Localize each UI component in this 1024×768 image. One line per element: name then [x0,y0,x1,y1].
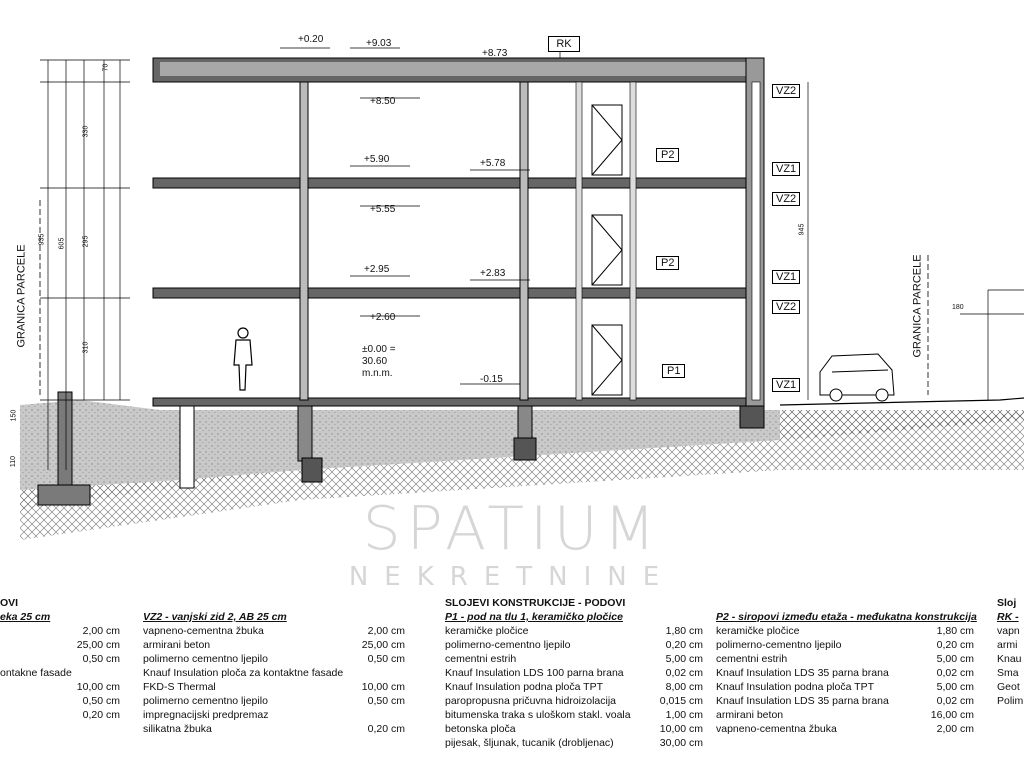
table-p1-rows [445,624,703,750]
table-p2-title: P2 - siropovi između etaža - međukatna konstrukcija [716,611,977,623]
table-p1 [445,596,703,750]
table-row [0,638,120,652]
table-row [716,638,974,652]
layer-thickness: 2,00 cm [936,723,974,735]
dim-right-total: 945 [798,223,806,236]
table-row [0,624,120,638]
layer-thickness: 10,00 cm [361,681,405,693]
layer-thickness: 5,00 cm [936,681,974,693]
table-row [0,680,120,694]
level-roof-top: +9.03 [366,38,392,49]
layer-name: pijesak, šljunak, tucanik (drobljenac) [445,737,614,749]
layer-name: bitumenska traka s uloškom stakl. voala [445,709,631,721]
layer-name: polimerno cementno ljepilo [143,695,268,707]
table-row [716,666,974,680]
table-row [0,694,120,708]
dim-left-roof: 70 [102,63,110,72]
layer-name [0,680,77,694]
layer-name: Polim [997,695,1024,707]
dim-left-sub: 605 [58,237,66,250]
layer-name: betonska ploča [445,723,516,735]
layer-name: keramičke pločice [716,625,800,637]
layer-name: keramičke pločice [445,625,529,637]
table-right-section-title: Sloj [997,597,1017,609]
dim-left-total: 935 [38,233,46,246]
level-floor3-left: +5.90 [364,154,390,165]
table-row [445,638,703,652]
car-figure [820,354,894,401]
layer-name: Sma [997,667,1019,679]
layer-name [0,652,83,666]
tag-p2-lower: P2 [656,256,679,270]
layer-name [0,694,83,708]
level-ceiling3: +8.50 [370,96,396,107]
layer-name: Knauf Insulation LDS 100 parna brana [445,667,624,679]
rk-tag: RK [548,36,580,52]
layer-name: armi [997,639,1018,651]
level-floor2-right: +2.83 [480,268,506,279]
level-zero-line2: 30.60 [362,356,388,367]
level-zero-line3: m.n.m. [362,368,393,379]
layer-thickness: 0,015 cm [659,695,703,707]
layer-thickness: 10,00 cm [76,681,120,693]
layer-thickness: 30,00 cm [659,737,703,749]
layer-thickness: 0,20 cm [665,639,703,651]
layer-name: ontakne fasade [0,667,72,679]
level-roof-outer: +0.20 [298,34,324,45]
level-zero-line1: ±0.00 = [362,344,396,355]
layer-thickness: 25,00 cm [76,639,120,651]
tag-vz2-low: VZ2 [772,300,800,314]
parcel-label-left: GRANICA PARCELE [15,244,28,348]
level-ceiling2: +5.55 [370,204,396,215]
watermark-brand: SPATIUM [362,494,662,564]
table-vz2 [143,610,405,736]
level-ceiling1: +2.60 [370,312,396,323]
table-row [716,722,974,736]
layer-name: Knauf Insulation LDS 35 parna brana [716,667,889,679]
layer-name: cementni estrih [716,653,788,665]
dim-left-floor2: 295 [82,235,90,248]
watermark-sub: NEKRETNINE [348,562,676,592]
tag-vz1-low: VZ1 [772,270,800,284]
layer-thickness: 16,00 cm [930,709,974,721]
layer-name [0,708,83,722]
table-row [445,708,703,722]
layer-thickness: 0,50 cm [82,695,120,707]
table-p2-rows [716,624,974,736]
layer-name: Knauf Insulation ploča za kontaktne fasade [143,667,344,679]
layer-thickness: 1,80 cm [936,625,974,637]
stair-doors [592,105,622,395]
dim-left-floor3: 330 [82,125,90,138]
dim-left-base: 150 [10,409,18,422]
layer-name [0,638,77,652]
layer-thickness: 8,00 cm [665,681,703,693]
level-floor2-left: +2.95 [364,264,390,275]
table-row [143,624,405,638]
layer-thickness: 0,02 cm [936,695,974,707]
table-row [716,708,974,722]
tag-vz1-mid: VZ1 [772,162,800,176]
layer-name [0,624,83,638]
layer-name: impregnacijski predpremaz [143,709,269,721]
table-p2 [716,610,977,736]
table-row [445,652,703,666]
layer-thickness: 2,00 cm [367,625,405,637]
tag-vz1-bottom: VZ1 [772,378,800,392]
table-vz2-rows [143,624,405,736]
tag-p1: P1 [662,364,685,378]
table-row [716,694,974,708]
tag-p2-upper: P2 [656,148,679,162]
layer-name: polimerno-cementno ljepilo [716,639,842,651]
table-row [0,652,120,666]
layer-name: polimerno-cementno ljepilo [445,639,571,651]
table-left-rows [0,624,120,722]
layer-name: vapn [997,625,1020,637]
table-row [997,652,1024,666]
table-row [445,722,703,736]
layer-name: paropropusna pričuvna hidroizolacija [445,695,617,707]
level-roof-slab: +8.73 [482,48,508,59]
table-row [716,680,974,694]
table-row [143,680,405,694]
layer-thickness: 0,20 cm [82,709,120,721]
level-zero-label [362,344,396,380]
layer-name: silikatna žbuka [143,723,212,735]
layer-name: vapneno-cementna žbuka [716,723,837,735]
dim-far-right: 180 [952,304,964,311]
tag-vz2-mid: VZ2 [772,192,800,206]
table-row [143,638,405,652]
layer-thickness: 10,00 cm [659,723,703,735]
table-row [143,652,405,666]
layer-thickness: 25,00 cm [361,639,405,651]
layer-thickness: 0,20 cm [367,723,405,735]
layer-name: Knauf Insulation podna ploča TPT [445,681,603,693]
table-row [445,736,703,750]
layer-thickness: 0,50 cm [367,695,405,707]
table-row [716,652,974,666]
layer-thickness: 0,50 cm [82,653,120,665]
table-row [445,666,703,680]
table-row [0,708,120,722]
layer-name: Knauf Insulation LDS 35 parna brana [716,695,889,707]
layer-thickness: 0,02 cm [665,667,703,679]
table-row [997,638,1024,652]
layer-thickness: 5,00 cm [936,653,974,665]
table-right-title: RK - [997,611,1019,623]
layer-name: FKD-S Thermal [143,681,216,693]
dim-left-foot: 110 [10,455,18,468]
table-left-title: eka 25 cm [0,611,51,623]
layer-name: armirani beton [716,709,784,721]
layer-thickness: 0,20 cm [936,639,974,651]
layer-thickness: 0,02 cm [936,667,974,679]
layer-thickness: 5,00 cm [665,653,703,665]
table-vz2-title: VZ2 - vanjski zid 2, AB 25 cm [143,611,287,623]
layer-name: Knau [997,653,1022,665]
table-row [997,666,1024,680]
table-row [997,680,1024,694]
table-row [0,666,120,680]
layer-thickness: 0,50 cm [367,653,405,665]
person-figure [234,328,252,390]
layer-name: armirani beton [143,639,211,651]
table-row [997,624,1024,638]
table-p1-section-title: SLOJEVI KONSTRUKCIJE - PODOVI [445,597,626,609]
table-row [445,680,703,694]
tag-vz2-top: VZ2 [772,84,800,98]
layer-name: vapneno-cementna žbuka [143,625,264,637]
table-left-section-title: OVI [0,597,19,609]
layer-name: polimerno cementno ljepilo [143,653,268,665]
table-right-rows [997,624,1024,708]
layer-thickness: 2,00 cm [82,625,120,637]
table-row [445,694,703,708]
level-ground-right: -0.15 [480,374,503,385]
level-marker-lines [280,46,560,384]
layer-name: cementni estrih [445,653,517,665]
table-row [716,624,974,638]
table-right-partial [997,596,1024,708]
dim-left-floor1: 310 [82,341,90,354]
table-row [445,624,703,638]
parcel-label-right: GRANICA PARCELE [911,254,924,358]
table-left-partial [0,596,120,722]
table-row [143,722,405,736]
layer-thickness: 1,00 cm [665,709,703,721]
layer-name: Knauf Insulation podna ploča TPT [716,681,874,693]
table-row [143,694,405,708]
table-row [997,694,1024,708]
table-p1-title: P1 - pod na tlu 1, keramičko pločice [445,611,623,623]
table-row [143,666,405,680]
layer-name: Geot [997,681,1020,693]
level-floor3-right: +5.78 [480,158,506,169]
table-row [143,708,405,722]
layer-thickness: 1,80 cm [665,625,703,637]
